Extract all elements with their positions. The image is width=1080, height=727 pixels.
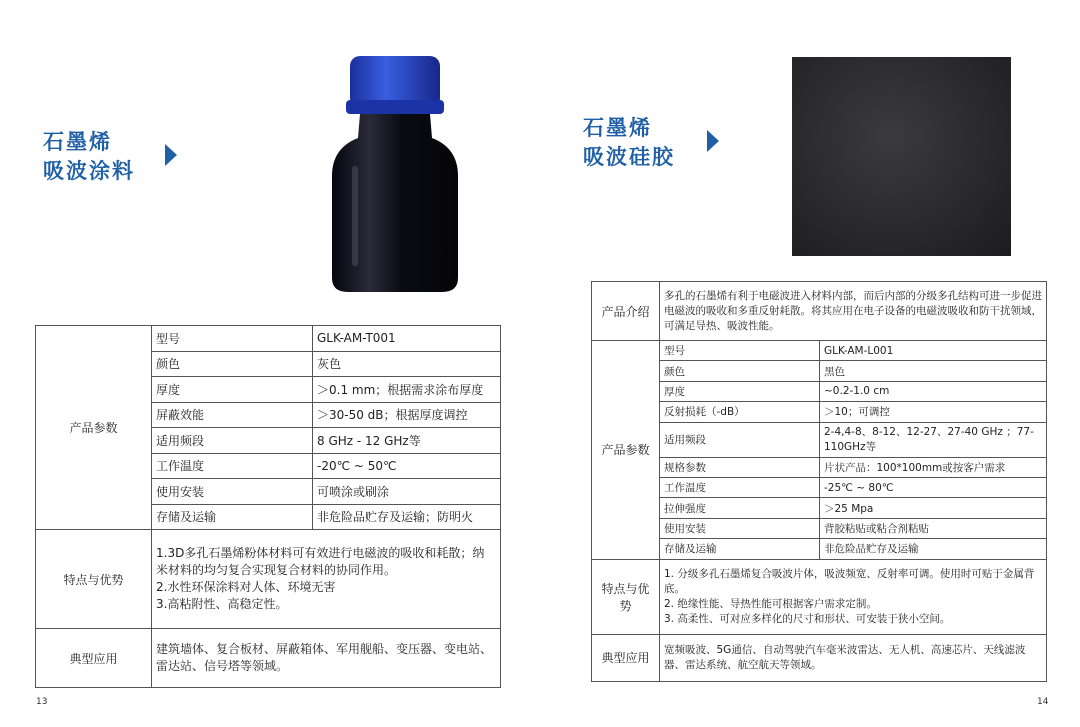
table-row	[592, 518, 1047, 538]
param-value: GLK-AM-L001	[820, 341, 1047, 361]
table-row	[592, 477, 1047, 497]
features-category: 特点与优势	[592, 559, 660, 634]
param-name: 屏蔽效能	[152, 402, 313, 428]
param-value: 背胶粘贴或粘合剂粘贴	[820, 518, 1047, 538]
feature-item: 3.高粘附性、高稳定性。	[156, 597, 288, 611]
param-value: 非危险品贮存及运输；防明火	[313, 504, 501, 530]
table-row	[592, 422, 1047, 457]
table-row	[592, 559, 1047, 634]
param-name: 厚度	[660, 381, 820, 401]
params-category: 产品参数	[36, 326, 152, 530]
table-row	[592, 282, 1047, 341]
table-row	[592, 402, 1047, 422]
applications-cell: 建筑墙体、复合板材、屏蔽箱体、军用舰船、变压器、变电站、雷达站、信号塔等领域。	[152, 629, 501, 688]
table-row	[36, 326, 501, 352]
param-value: ＞30-50 dB；根据厚度调控	[313, 402, 501, 428]
table-row	[592, 361, 1047, 381]
table-row	[592, 539, 1047, 559]
applications-category: 典型应用	[36, 629, 152, 688]
param-name: 使用安装	[660, 518, 820, 538]
applications-category: 典型应用	[592, 634, 660, 681]
param-name: 反射损耗（-dB）	[660, 402, 820, 422]
param-name: 拉伸强度	[660, 498, 820, 518]
left-title-line1: 石墨烯	[43, 130, 112, 154]
features-cell	[152, 530, 501, 629]
param-name: 使用安装	[152, 479, 313, 505]
table-row	[592, 498, 1047, 518]
param-name: 存储及运输	[152, 504, 313, 530]
right-product-title	[583, 114, 675, 172]
right-page-number: 14	[1037, 697, 1049, 707]
param-value: ＞0.1 mm；根据需求涂布厚度	[313, 377, 501, 403]
param-value: 2-4,4-8、8-12、12-27、27-40 GHz ；77-110GHz等	[820, 422, 1047, 457]
param-name: 厚度	[152, 377, 313, 403]
param-value: 可喷涂或刷涂	[313, 479, 501, 505]
param-name: 工作温度	[152, 453, 313, 479]
right-title-line1: 石墨烯	[583, 116, 652, 140]
param-value: 片状产品：100*100mm或按客户需求	[820, 457, 1047, 477]
param-value: 非危险品贮存及运输	[820, 539, 1047, 559]
intro-cell: 多孔的石墨烯有利于电磁波进入材料内部，而后内部的分级多孔结构可进一步促进电磁波的吸收和多重反射耗散。将其应用在电子设备的电磁波吸收和防干扰领域，可满足导热、吸波性能。	[660, 282, 1047, 341]
param-value: GLK-AM-T001	[313, 326, 501, 352]
left-title-line2: 吸波涂料	[43, 159, 135, 183]
left-title-arrow-icon	[165, 144, 177, 166]
table-row	[36, 530, 501, 629]
features-cell	[660, 559, 1047, 634]
param-value: ＞10；可调控	[820, 402, 1047, 422]
param-value: ~0.2-1.0 cm	[820, 381, 1047, 401]
feature-item: 2.水性环保涂料对人体、环境无害	[156, 580, 336, 594]
left-page-number: 13	[36, 697, 48, 707]
param-name: 工作温度	[660, 477, 820, 497]
right-spec-table	[591, 281, 1047, 682]
params-category: 产品参数	[592, 341, 660, 560]
intro-category: 产品介绍	[592, 282, 660, 341]
applications-cell: 宽频吸波、5G通信、自动驾驶汽车毫米波雷达、无人机、高速芯片、天线滤波器、雷达系统、航空航天等领域。	[660, 634, 1047, 681]
param-name: 存储及运输	[660, 539, 820, 559]
param-name: 颜色	[152, 351, 313, 377]
feature-item: 2. 绝缘性能、导热性能可根据客户需求定制。	[664, 597, 877, 610]
feature-item: 1. 分级多孔石墨烯复合吸波片体，吸波频宽、反射率可调。使用时可贴于金属背底。	[664, 567, 1035, 595]
param-name: 规格参数	[660, 457, 820, 477]
feature-item: 1.3D多孔石墨烯粉体材料可有效进行电磁波的吸收和耗散；纳米材料的均匀复合实现复合材料的协同作用。	[156, 546, 485, 577]
table-row	[592, 341, 1047, 361]
coating-bottle-photo	[330, 56, 460, 296]
param-value: -20℃ ~ 50℃	[313, 453, 501, 479]
right-title-arrow-icon	[707, 130, 719, 152]
features-category: 特点与优势	[36, 530, 152, 629]
param-name: 颜色	[660, 361, 820, 381]
param-value: 灰色	[313, 351, 501, 377]
param-name: 适用频段	[660, 422, 820, 457]
table-row	[592, 457, 1047, 477]
silicone-sheet-photo	[792, 57, 1011, 256]
param-value: ＞25 Mpa	[820, 498, 1047, 518]
table-row	[592, 381, 1047, 401]
param-name: 适用频段	[152, 428, 313, 454]
param-name: 型号	[152, 326, 313, 352]
left-spec-table	[35, 325, 501, 688]
left-product-title	[43, 128, 135, 186]
param-value: 8 GHz - 12 GHz等	[313, 428, 501, 454]
table-row	[36, 629, 501, 688]
param-value: -25℃ ~ 80℃	[820, 477, 1047, 497]
param-name: 型号	[660, 341, 820, 361]
right-title-line2: 吸波硅胶	[583, 145, 675, 169]
param-value: 黑色	[820, 361, 1047, 381]
feature-item: 3. 高柔性、可对应多样化的尺寸和形状、可安装于狭小空间。	[664, 612, 951, 625]
table-row	[592, 634, 1047, 681]
